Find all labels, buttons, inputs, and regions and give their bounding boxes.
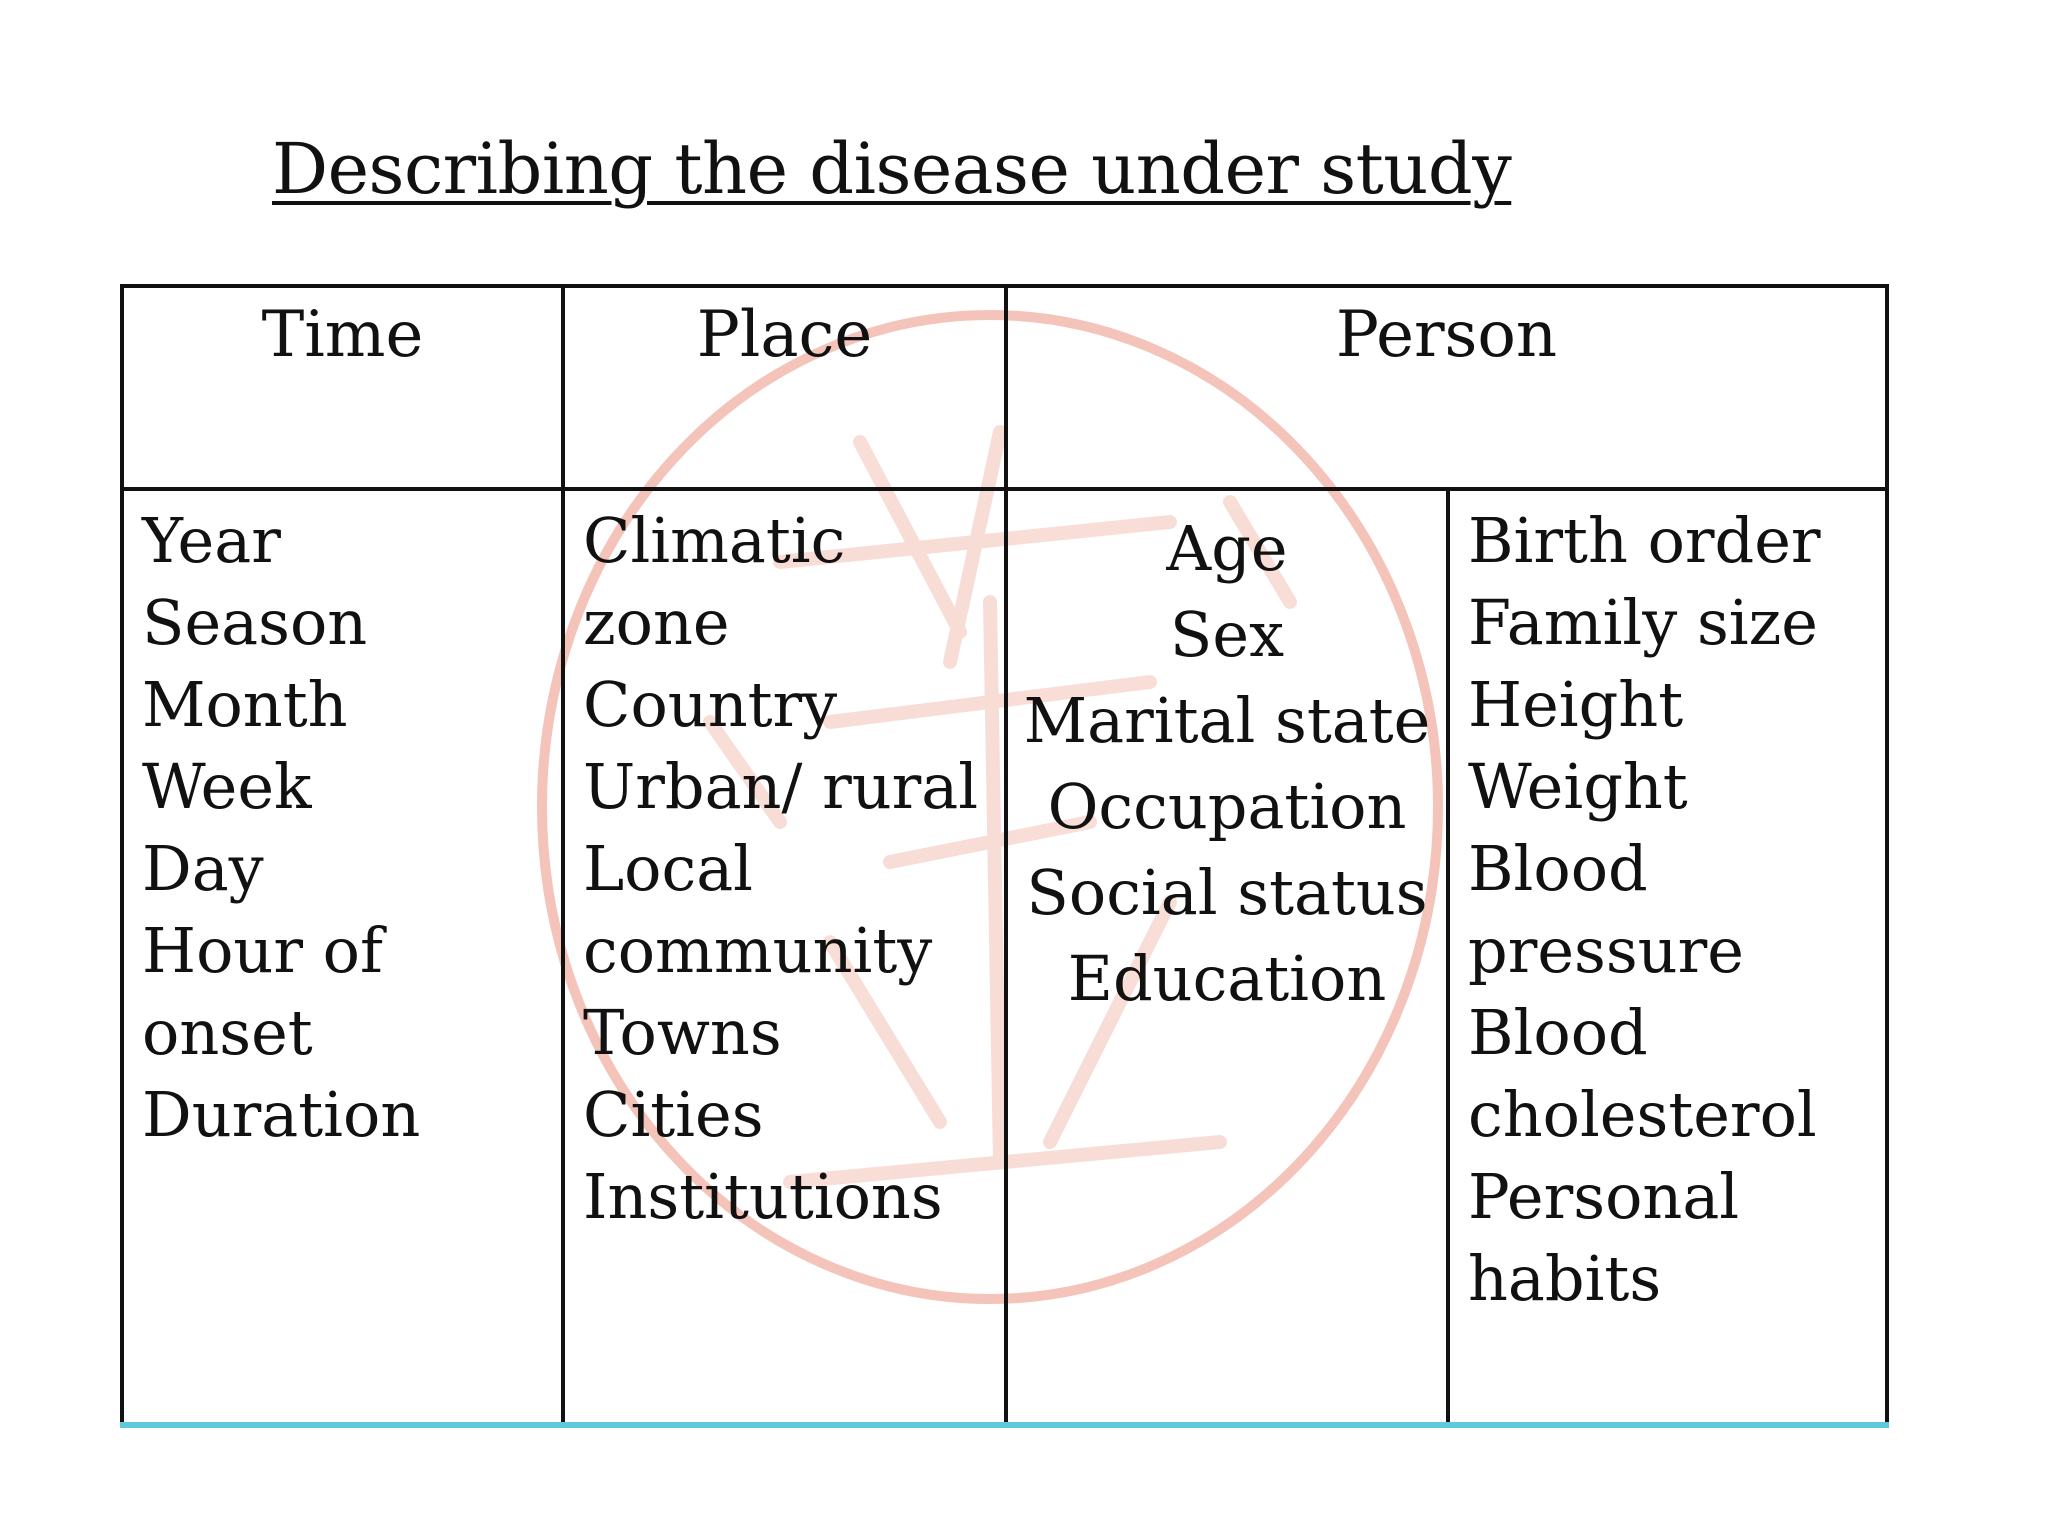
person-item: Education	[1067, 942, 1387, 1015]
person-item: Personal habits	[1468, 1160, 1740, 1315]
person-item: Age	[1166, 512, 1288, 585]
time-column	[142, 500, 542, 1156]
place-item: Institutions	[583, 1160, 943, 1233]
person-column-a	[1008, 506, 1446, 1022]
person-item: Marital state	[1023, 684, 1431, 757]
time-item: Month	[142, 668, 348, 741]
place-item: Climatic zone	[583, 504, 846, 659]
person-item: Blood cholesterol	[1468, 996, 1817, 1151]
person-item: Occupation	[1047, 770, 1407, 843]
time-item: Hour of onset	[142, 914, 383, 1069]
place-item: Country	[583, 668, 838, 741]
person-item: Height	[1468, 668, 1684, 741]
header-time: Time	[261, 298, 424, 372]
person-item: Sex	[1169, 598, 1285, 671]
time-item: Duration	[142, 1078, 421, 1151]
time-item: Season	[142, 586, 368, 659]
time-item: Week	[142, 750, 312, 823]
page-title: Describing the disease under study	[272, 128, 1512, 210]
place-item: Local community	[583, 832, 933, 987]
header-person: Person	[1335, 298, 1558, 372]
place-item: Towns	[583, 996, 782, 1069]
disease-description-table	[120, 284, 1889, 1424]
column-divider-time-place	[561, 288, 565, 1424]
person-column-b	[1468, 500, 1878, 1320]
header-place: Place	[696, 298, 873, 372]
person-item: Weight	[1468, 750, 1688, 823]
place-column	[583, 500, 995, 1238]
place-item: Urban/ rural	[583, 750, 979, 823]
table-bottom-rule	[120, 1422, 1889, 1428]
time-item: Day	[142, 832, 264, 905]
person-item: Social status	[1026, 856, 1428, 929]
person-item: Blood pressure	[1468, 832, 1744, 987]
person-item: Family size	[1468, 586, 1818, 659]
person-item: Birth order	[1468, 504, 1821, 577]
place-item: Cities	[583, 1078, 764, 1151]
time-item: Year	[142, 504, 281, 577]
column-divider-person-subcolumns	[1446, 491, 1450, 1424]
